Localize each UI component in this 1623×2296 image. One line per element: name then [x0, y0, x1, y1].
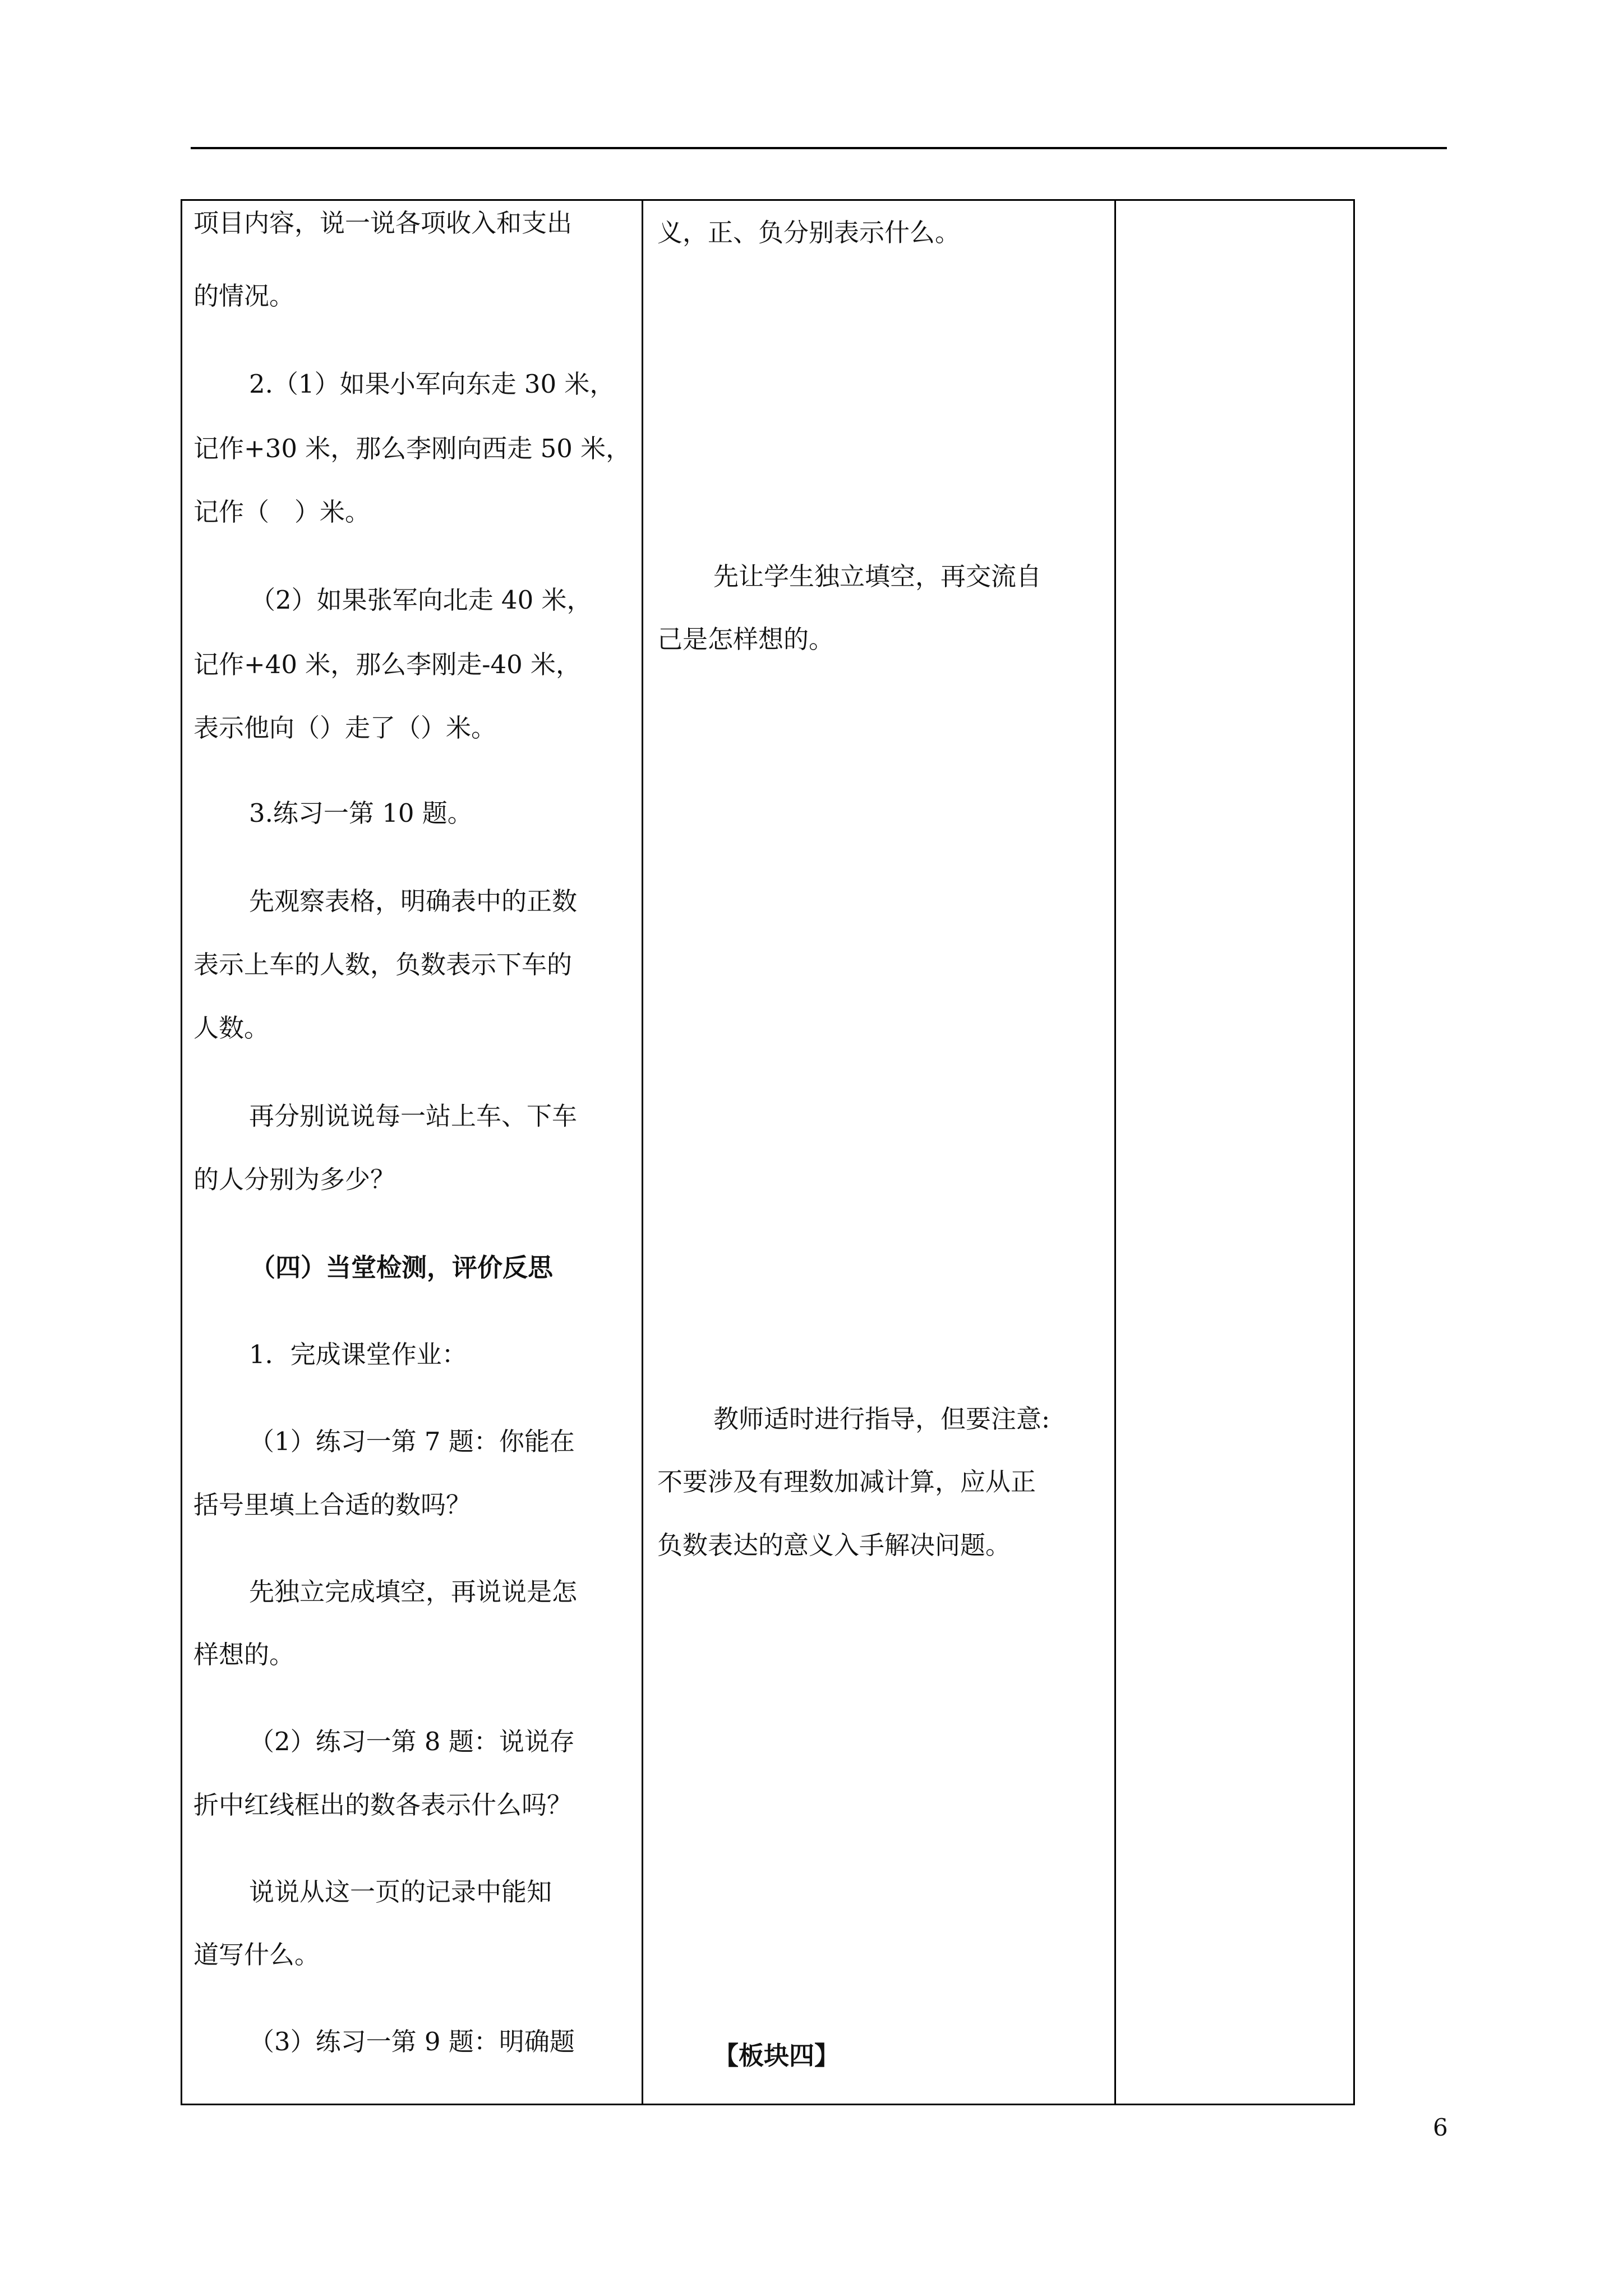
left-text-line: 再分别说说每一站上车、下车	[249, 1101, 578, 1131]
left-text-line: 表示他向（）走了（）米。	[193, 713, 497, 743]
left-text-line: 表示上车的人数，负数表示下车的	[193, 950, 573, 979]
header-rule	[191, 147, 1447, 149]
left-text-line: （3）练习一第 9 题：明确题	[249, 2027, 575, 2056]
left-text-line: 样想的。	[193, 1640, 295, 1669]
left-text-line: 记作+30 米，那么李刚向西走 50 米，	[193, 434, 631, 463]
middle-text-line: 己是怎样想的。	[657, 624, 834, 654]
left-text-line: 折中红线框出的数各表示什么吗？	[193, 1790, 573, 1820]
column-divider	[1114, 201, 1116, 2104]
left-text-line: 说说从这一页的记录中能知	[249, 1877, 552, 1907]
left-text-line: 记作（ ）米。	[193, 497, 371, 527]
left-text-line: （1）练习一第 7 题：你能在	[249, 1427, 575, 1456]
left-text-line: 记作+40 米，那么李刚走-40 米，	[193, 650, 582, 679]
page-number: 6	[1433, 2114, 1448, 2141]
middle-text-line: 不要涉及有理数加减计算，应从正	[657, 1467, 1036, 1497]
left-text-line: 1．完成课堂作业：	[249, 1340, 467, 1369]
left-text-line: 括号里填上合适的数吗？	[193, 1490, 472, 1520]
left-text-line: 3.练习一第 10 题。	[249, 798, 473, 828]
middle-text-line: 先让学生独立填空，再交流自	[713, 562, 1042, 591]
left-text-line: 项目内容，说一说各项收入和支出	[193, 208, 573, 238]
left-text-line: 先观察表格，明确表中的正数	[249, 886, 578, 916]
left-text-line: 先独立完成填空，再说说是怎	[249, 1577, 578, 1607]
left-text-line: 的情况。	[193, 281, 295, 311]
left-text-line: 人数。	[193, 1013, 270, 1043]
middle-text-line: 义，正、负分别表示什么。	[657, 218, 961, 247]
left-text-line: 的人分别为多少？	[193, 1165, 396, 1194]
left-text-line: （2）练习一第 8 题：说说存	[249, 1727, 575, 1756]
section-marker: 【板块四】	[713, 2041, 840, 2070]
middle-text-line: 教师适时进行指导，但要注意:	[713, 1404, 1050, 1434]
section-heading: （四）当堂检测，评价反思	[250, 1253, 554, 1282]
column-divider	[642, 201, 643, 2104]
left-text-line: 道写什么。	[193, 1940, 320, 1970]
left-text-line: （2）如果张军向北走 40 米，	[250, 585, 592, 615]
left-text-line: 2.（1）如果小军向东走 30 米，	[249, 369, 615, 399]
middle-text-line: 负数表达的意义入手解决问题。	[657, 1530, 1011, 1560]
